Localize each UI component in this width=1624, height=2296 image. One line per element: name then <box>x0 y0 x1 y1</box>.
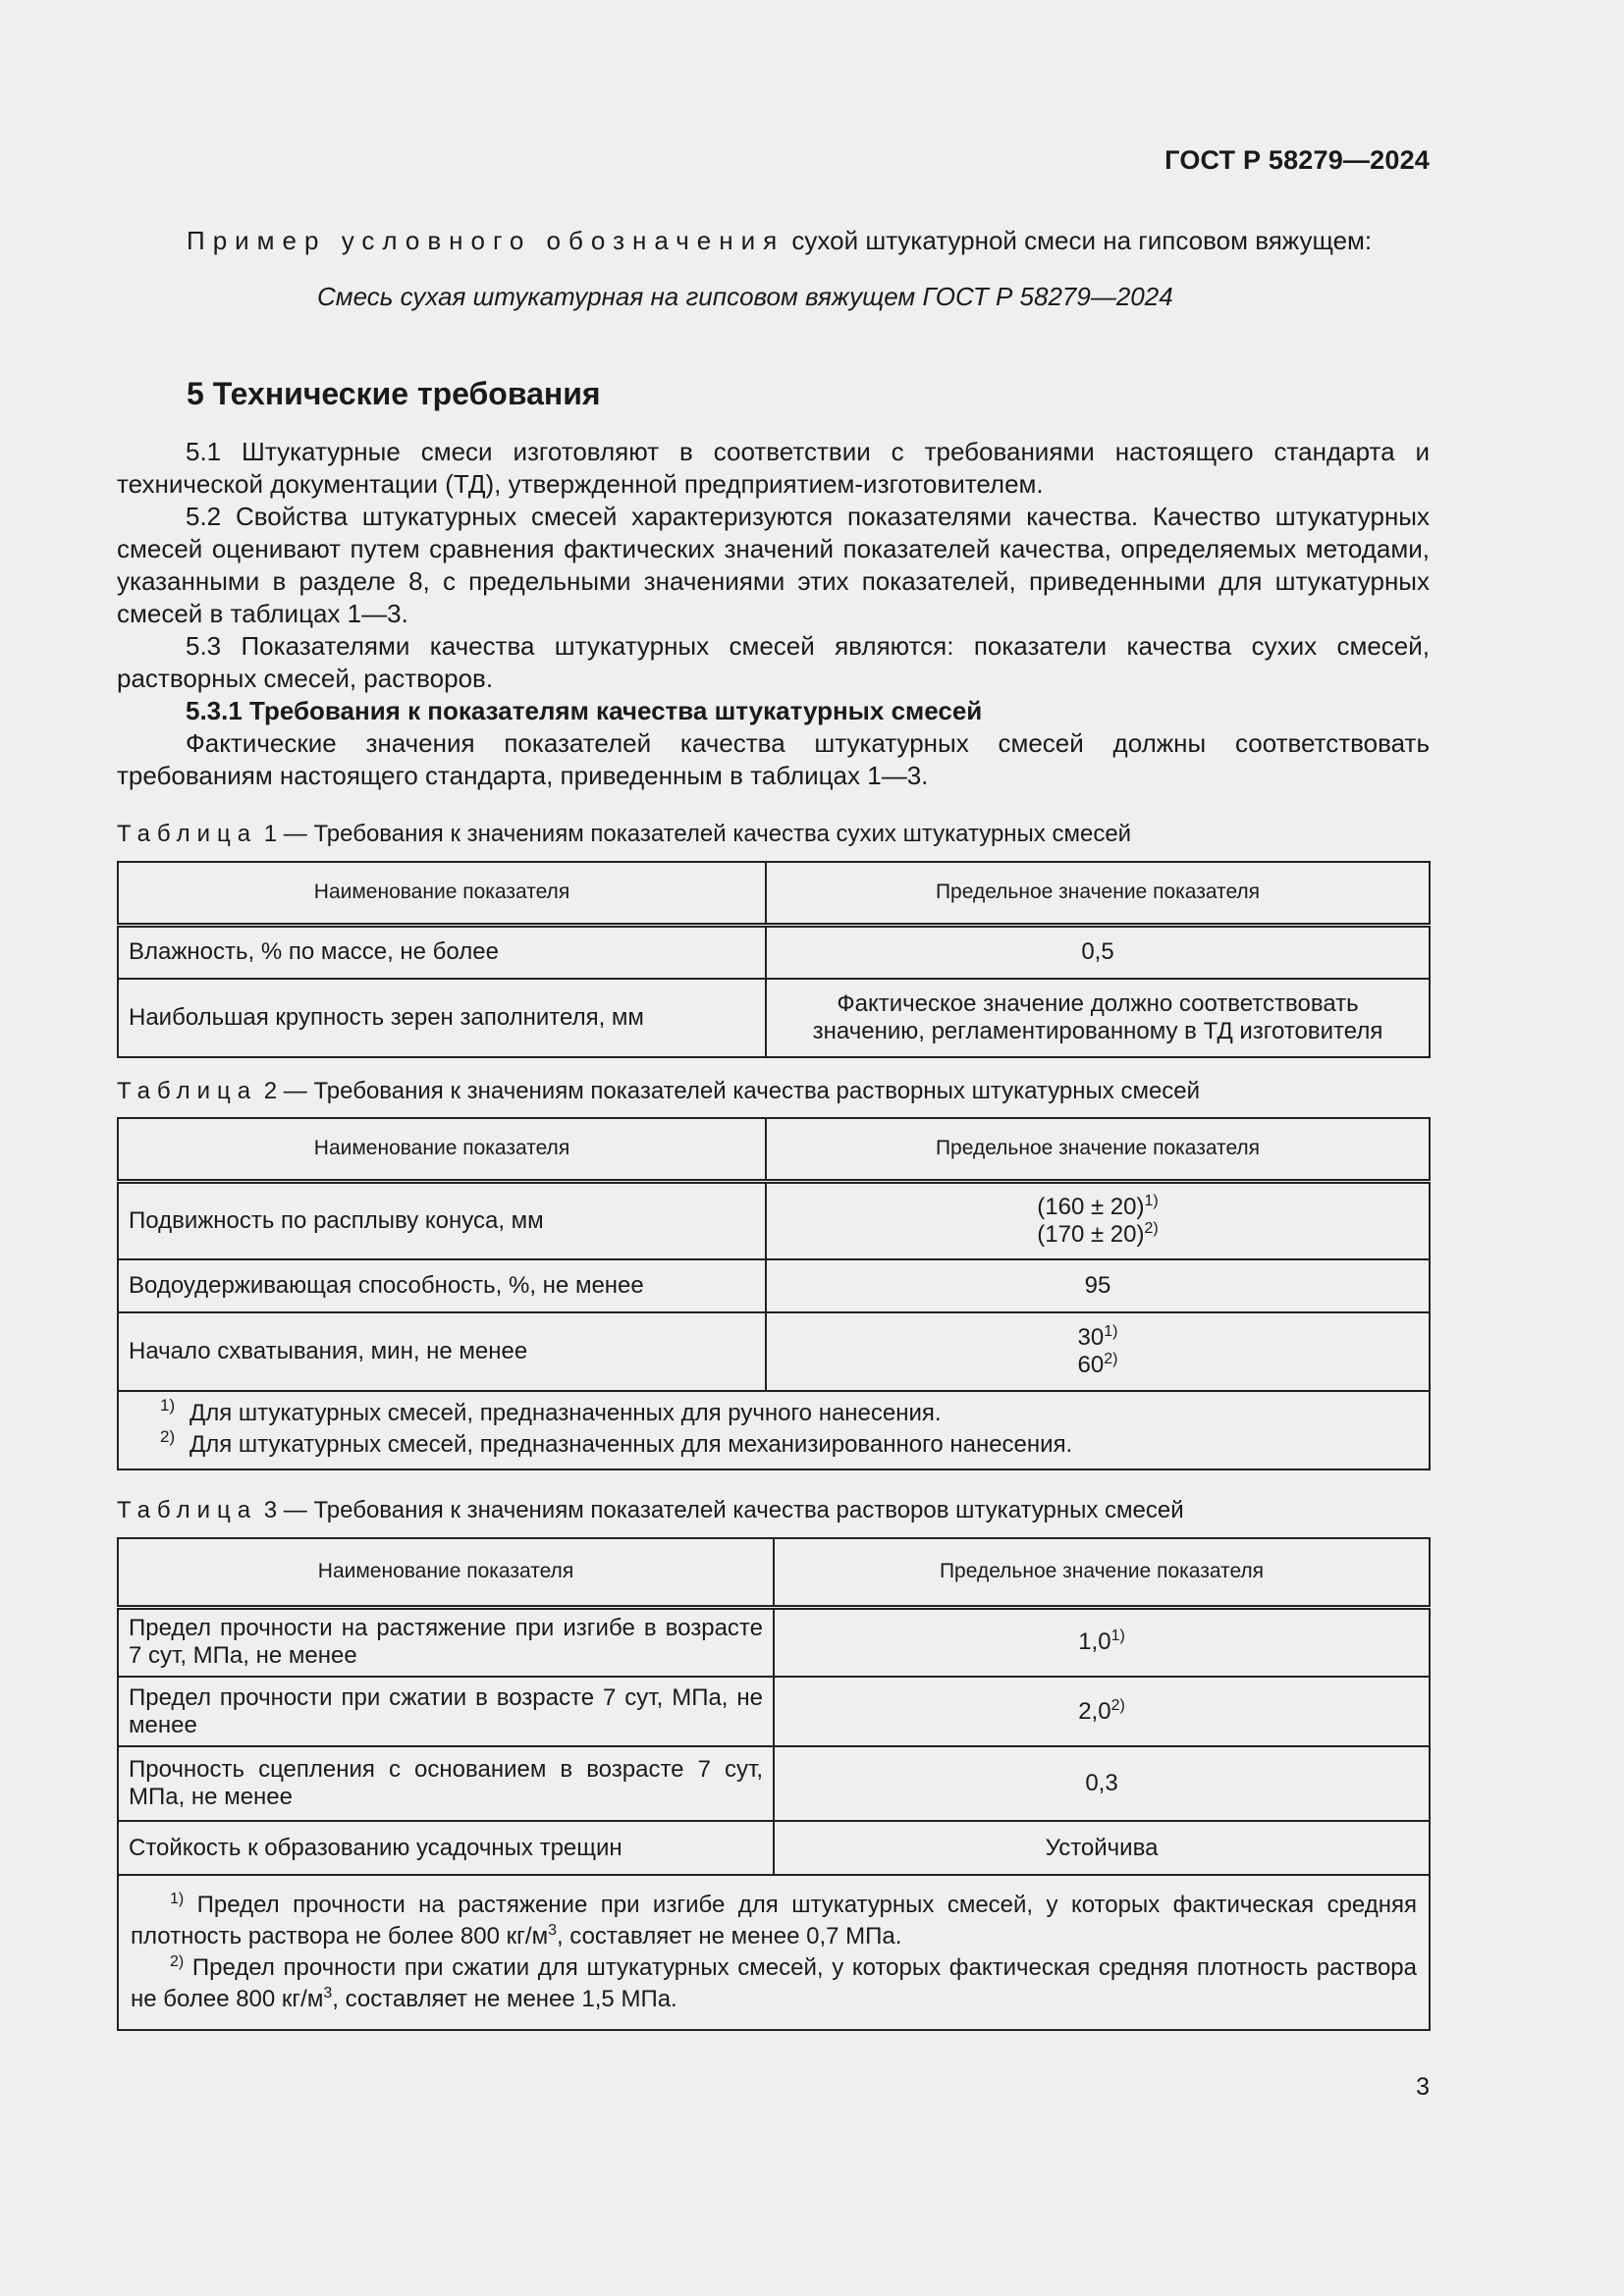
paragraph-5-1: 5.1 Штукатурные смеси изготовляют в соответствии с требованиями настоящего стандарта и технической документации (ТД), утвержденной предприятием-изготовителем. <box>117 437 1430 499</box>
table-row: Прочность сцепления с основанием в возрасте 7 сут, МПа, не менее 0,3 <box>118 1746 1430 1821</box>
table2-notes-row <box>118 1391 1430 1469</box>
table-row: Влажность, % по массе, не более 0,5 <box>118 925 1430 979</box>
table1 <box>117 861 1431 1058</box>
section-title: 5 Технические требования <box>187 376 601 411</box>
page-number: 3 <box>1416 2073 1430 2101</box>
table2-note-1: 1) Для штукатурных смесей, предназначенных для ручного нанесения. <box>160 1396 942 1426</box>
table-row: Стойкость к образованию усадочных трещин Устойчива <box>118 1821 1430 1875</box>
table3-header-name: Наименование показателя <box>118 1538 774 1607</box>
example-designation: Смесь сухая штукатурная на гипсовом вяжущем ГОСТ Р 58279—2024 <box>317 282 1173 311</box>
paragraph-5-3: 5.3 Показателями качества штукатурных смесей являются: показатели качества сухих смесей, растворных смесей, растворов. <box>117 631 1430 693</box>
example-line <box>187 226 1372 256</box>
paragraph-5-3-1: Фактические значения показателей качества штукатурных смесей должны соответствовать требованиям настоящего стандарта, приведенным в таблицах 1—3. <box>117 728 1430 790</box>
table3-header-value: Предельное значение показателя <box>774 1538 1430 1607</box>
document-code: ГОСТ Р 58279—2024 <box>1164 145 1430 175</box>
table1-caption: Таблица 1 — Требования к значениям показателей качества сухих штукатурных смесей <box>117 821 1132 847</box>
table3-caption: Таблица 3 — Требования к значениям показателей качества растворов штукатурных смесей <box>117 1497 1184 1523</box>
table-row: Наибольшая крупность зерен заполнителя, мм Фактическое значение должно соответствовать значению, регламентированному в ТД изготовителя <box>118 979 1430 1057</box>
table1-header-value: Предельное значение показателя <box>766 862 1430 925</box>
table3 <box>117 1537 1431 2031</box>
table-row: Подвижность по расплыву конуса, мм $(160 \pm 20)^{1)}$ $(170 \pm 20)^{2)}$ <box>118 1181 1430 1259</box>
table2-header-value: Предельное значение показателя <box>766 1118 1430 1181</box>
table2-caption: Таблица 2 — Требования к значениям показателей качества растворных штукатурных смесей <box>117 1078 1201 1104</box>
table-row: Начало схватывания, мин, не менее 30$^{1)}$ 60$^{2)}$ <box>118 1312 1430 1391</box>
table3-notes-row <box>118 1875 1430 2030</box>
table2-note-2: 2) Для штукатурных смесей, предназначенных для механизированного нанесения. <box>160 1427 1073 1458</box>
table-row: Водоудерживающая способность, %, не менее 95 <box>118 1259 1430 1312</box>
paragraph-5-2: 5.2 Свойства штукатурных смесей характеризуются показателями качества. Качество штукатурных смесей оценивают путем сравнения фактических значений показателей качества, определяемых методами, указанными в разделе 8, с предельными значениями этих показателей, приведенными для штукатурных смесей в таблицах 1—3. <box>117 502 1430 628</box>
table3-note-1: $^{1)}$ Предел прочности на растяжение при изгибе для штукатурных смесей, у которых фактическая средняя плотность раствора не более 800 $кг/м^3$, составляет не менее 0,7 МПа. <box>131 1891 1417 1949</box>
table2-header-name: Наименование показателя <box>118 1118 766 1181</box>
example-label: Пример условного обозначения <box>187 226 785 255</box>
table1-header-name: Наименование показателя <box>118 862 766 925</box>
table3-note-2: $^{2)}$ Предел прочности при сжатии для штукатурных смесей, у которых фактическая средняя плотность раствора не более 800 $кг/м^3$, составляет не менее 1,5 МПа. <box>131 1953 1417 2012</box>
table-row: Предел прочности на растяжение при изгибе в возрасте 7 сут, МПа, не менее 1,0$^{1)}$ <box>118 1607 1430 1677</box>
example-text: сухой штукатурной смеси на гипсовом вяжущем: <box>785 226 1373 255</box>
subsection-title-5-3-1: 5.3.1 Требования к показателям качества штукатурных смесей <box>186 696 983 725</box>
section-body <box>117 436 1430 792</box>
table2 <box>117 1117 1431 1470</box>
table-row: Предел прочности при сжатии в возрасте 7 сут, МПа, не менее 2,0$^{2)}$ <box>118 1677 1430 1746</box>
